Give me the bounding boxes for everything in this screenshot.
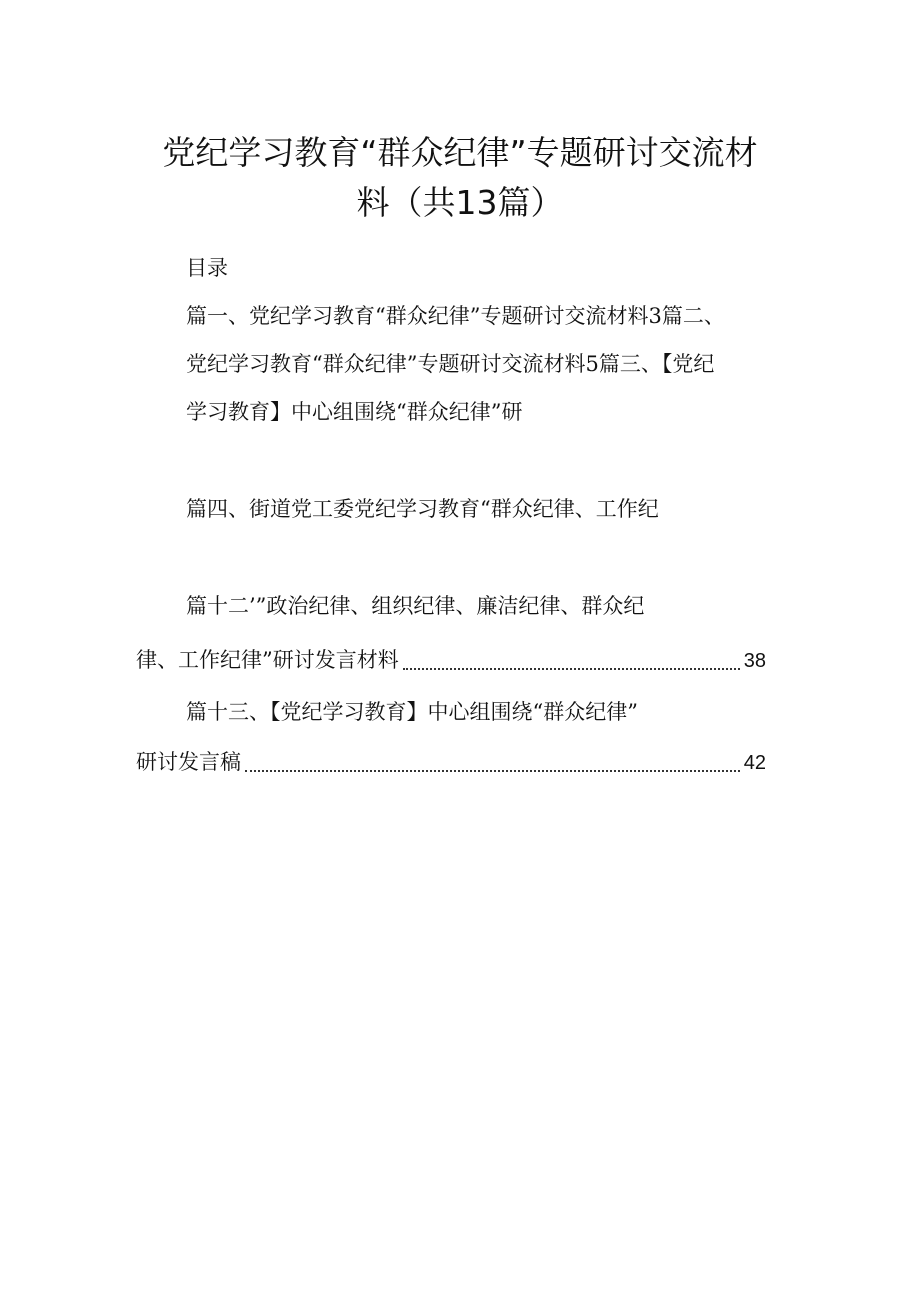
document-title xyxy=(0,128,920,228)
title-line-2: 料（共13篇） xyxy=(356,183,564,222)
toc-paragraph-line-2: 党纪学习教育“群众纪律”专题研讨交流材料5篇三、【党纪 xyxy=(186,352,715,376)
toc-entry-2-text: 研讨发言稿 xyxy=(136,750,241,774)
toc-heading: 目录 xyxy=(186,256,228,280)
toc-entry-1 xyxy=(136,648,766,673)
toc-paragraph-4: 篇十三、【党纪学习教育】中心组围绕“群众纪律” xyxy=(186,700,638,724)
toc-entry-2 xyxy=(136,750,766,775)
toc-paragraph-line-1: 篇一、党纪学习教育“群众纪律”专题研讨交流材料3篇二、 xyxy=(186,304,725,328)
toc-entry-2-leader xyxy=(245,764,740,772)
toc-paragraph-line-3: 学习教育】中心组围绕“群众纪律”研 xyxy=(186,400,523,424)
toc-paragraph-3: 篇十二’”政治纪律、组织纪律、廉洁纪律、群众纪 xyxy=(186,594,645,618)
toc-entry-2-page: 42 xyxy=(743,752,766,774)
toc-entry-1-text: 律、工作纪律”研讨发言材料 xyxy=(136,648,399,672)
title-line-1: 党纪学习教育“群众纪律”专题研讨交流材 xyxy=(162,133,758,172)
toc-entry-1-leader xyxy=(403,662,740,670)
toc-entry-1-page: 38 xyxy=(743,650,766,672)
toc-paragraph-2: 篇四、街道党工委党纪学习教育“群众纪律、工作纪 xyxy=(186,497,659,521)
